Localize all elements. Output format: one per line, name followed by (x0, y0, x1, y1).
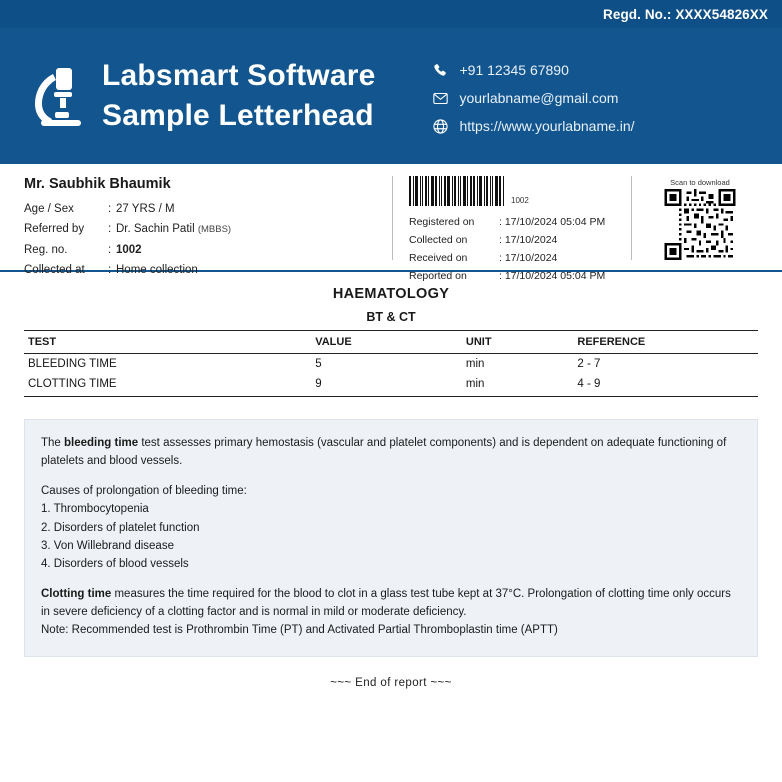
patient-field-label: Reg. no. (24, 243, 68, 256)
sample-collected-on (409, 231, 617, 249)
barcode-number: 1002 (511, 196, 529, 205)
cell-test-name: BLEEDING TIME (28, 358, 117, 370)
department-title: HAEMATOLOGY (332, 286, 450, 302)
table-header-row (24, 331, 758, 354)
barcode-row (409, 176, 617, 206)
contact-website (433, 118, 634, 134)
column-header-value: VALUE (311, 331, 462, 354)
contact-email-text: yourlabname@gmail.com (459, 90, 619, 106)
email-icon (433, 91, 459, 106)
results-table (24, 330, 758, 397)
meta-value: : 17/10/2024 (499, 252, 558, 265)
microscope-icon (22, 62, 98, 130)
qr-caption: Scan to download (670, 178, 730, 187)
meta-value: : 17/10/2024 (499, 234, 558, 247)
cell-unit: min (462, 374, 574, 397)
table-row (24, 354, 758, 375)
phone-icon (433, 63, 459, 77)
interpretation-notes (24, 419, 758, 657)
note-recommendation: Note: Recommended test is Prothrombin Time (PT) and Activated Partial Thromboplastin time (APTT) (41, 624, 558, 637)
patient-field-separator: : (108, 203, 112, 215)
meta-value: : 17/10/2024 05:04 PM (499, 216, 606, 228)
sample-reported-on (409, 267, 617, 285)
note-causes-title: Causes of prolongation of bleeding time: (41, 485, 247, 498)
registration-number: Regd. No.: XXXX54826XX (602, 6, 768, 22)
note-emphasis: bleeding time (64, 437, 139, 449)
lab-name (102, 56, 375, 135)
patient-field-value: Home collection (116, 264, 198, 277)
sample-received-on (409, 249, 617, 267)
contact-email (433, 90, 634, 106)
cell-value: 9 (311, 374, 462, 397)
barcode-image (409, 176, 505, 206)
letterhead-header (0, 28, 782, 164)
meta-label: Received on (409, 252, 468, 265)
patient-field-label: Referred by (24, 223, 85, 236)
patient-field-value: Dr. Sachin Patil (116, 223, 195, 236)
lab-name-line2: Sample Letterhead (102, 99, 374, 132)
patient-name: Mr. Saubhik Bhaumik (24, 176, 171, 192)
patient-field-value: 27 YRS / M (116, 203, 175, 215)
patient-field-collected-at (24, 260, 392, 280)
contact-phone-text: +91 12345 67890 (459, 62, 569, 78)
note-cause-item: 4. Disorders of blood vessels (41, 557, 189, 570)
note-emphasis: Clotting time (41, 588, 112, 601)
referrer-qualification: (MBBS) (197, 224, 232, 236)
meta-label: Registered on (409, 216, 475, 228)
registration-bar (0, 0, 782, 28)
patient-details (24, 176, 392, 277)
column-header-reference: REFERENCE (573, 331, 758, 354)
cell-test-name: CLOTTING TIME (24, 374, 311, 397)
note-text: test assesses primary hemostasis (vascular and platelet components) and is dependent on adequate functioning of platelets and blood vessels. (41, 437, 727, 468)
patient-field-label: Age / Sex (24, 203, 74, 215)
patient-field-age-sex (24, 199, 392, 219)
patient-field-referred-by (24, 219, 392, 239)
patient-field-label: Collected at (24, 264, 85, 277)
qr-block (632, 176, 768, 260)
cell-reference: 2 - 7 (577, 358, 601, 370)
meta-value: : 17/10/2024 05:04 PM (499, 270, 606, 283)
cell-reference: 4 - 9 (573, 374, 758, 397)
note-text: The (41, 437, 65, 449)
column-header-unit: UNIT (462, 331, 574, 354)
meta-label: Collected on (409, 234, 468, 247)
note-cause-item: 3. Von Willebrand disease (41, 539, 174, 552)
sample-registered-on (409, 213, 617, 231)
cell-unit: min (465, 358, 485, 370)
patient-field-separator: : (108, 264, 112, 277)
note-text: measures the time required for the blood to clot in a glass test tube kept at 37°C. Prolongation of clotting time only occurs in severe deficiency of a clotting factor and is normal in mild or moderate deficiency. (41, 588, 731, 619)
note-paragraph-clotting-time (41, 585, 741, 621)
sample-details (392, 176, 632, 283)
note-cause-item: 2. Disorders of platelet function (41, 521, 200, 534)
meta-label: Reported on (409, 270, 467, 283)
qr-code[interactable] (659, 189, 741, 260)
patient-field-value: 1002 (116, 243, 142, 256)
globe-icon (433, 119, 459, 134)
patient-field-reg-no (24, 240, 392, 260)
contact-phone (433, 62, 634, 78)
note-paragraph-bleeding-time (41, 434, 741, 470)
lab-name-line1: Labsmart Software (102, 59, 376, 93)
contact-block (433, 58, 634, 134)
test-group-title: BT & CT (366, 310, 416, 324)
patient-info-band (0, 164, 782, 283)
table-row (24, 374, 758, 397)
end-of-report: ~~~ End of report ~~~ (330, 676, 452, 689)
patient-field-separator: : (108, 223, 112, 236)
patient-field-separator: : (108, 243, 112, 256)
note-cause-item: 1. Thrombocytopenia (41, 503, 149, 516)
contact-website-text: https://www.yourlabname.in/ (459, 118, 635, 134)
cell-value: 5 (315, 358, 322, 370)
column-header-test: TEST (24, 331, 311, 354)
